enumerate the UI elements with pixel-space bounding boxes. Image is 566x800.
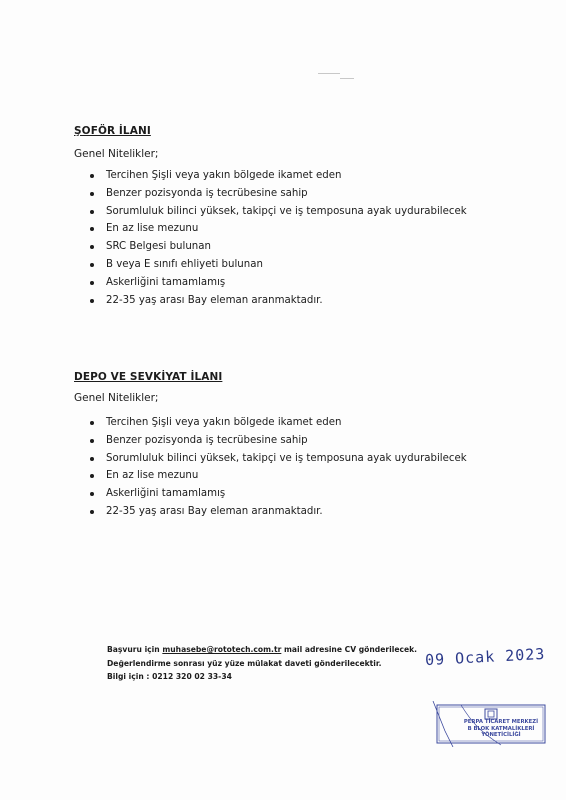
sofor-requirements-list: [74, 167, 467, 309]
list-item: En az lise mezunu: [74, 467, 467, 485]
list-item: Sorumluluk bilinci yüksek, takipçi ve iş temposuna ayak uydurabilecek: [74, 450, 467, 468]
list-item: 22-35 yaş arası Bay eleman aranmaktadır.: [74, 292, 467, 310]
depo-requirements-list: [74, 414, 467, 521]
apply-prefix: Başvuru için: [107, 645, 163, 654]
stamp-logo-icon: [485, 709, 497, 719]
sofor-subtitle: Genel Nitelikler;: [74, 148, 159, 160]
depo-subtitle: Genel Nitelikler;: [74, 392, 159, 404]
info-phone-line: Bilgi için : 0212 320 02 33-34: [107, 672, 232, 681]
stamp-line: PERPA TİCARET MERKEZİ: [463, 719, 539, 725]
sofor-title: ŞOFÖR İLANI: [74, 125, 151, 137]
application-info: [107, 643, 417, 684]
handwritten-date: 09 Ocak 2023: [424, 644, 546, 670]
list-item: En az lise mezunu: [74, 220, 467, 238]
scan-speck: [340, 78, 354, 79]
stamp-line: YÖNETİCİLİĞİ: [481, 732, 521, 739]
list-item: SRC Belgesi bulunan: [74, 238, 467, 256]
apply-suffix: mail adresine CV gönderilecek.: [281, 645, 418, 654]
list-item: Askerliğini tamamlamış: [74, 274, 467, 292]
list-item: Tercihen Şişli veya yakın bölgede ikamet eden: [74, 414, 467, 432]
stamp-line: B BLOK KATMALİKLERİ: [467, 725, 535, 732]
list-item: 22-35 yaş arası Bay eleman aranmaktadır.: [74, 503, 467, 521]
scan-speck: [318, 73, 340, 74]
signature-stroke: [433, 701, 453, 747]
stamp-text: [451, 719, 551, 739]
apply-line: [107, 643, 417, 657]
list-item: B veya E sınıfı ehliyeti bulunan: [74, 256, 467, 274]
list-item: Sorumluluk bilinci yüksek, takipçi ve iş temposuna ayak uydurabilecek: [74, 203, 467, 221]
list-item: Benzer pozisyonda iş tecrübesine sahip: [74, 185, 467, 203]
list-item: Tercihen Şişli veya yakın bölgede ikamet eden: [74, 167, 467, 185]
depo-title: DEPO VE SEVKİYAT İLANI: [74, 371, 223, 383]
evaluation-line: Değerlendirme sonrası yüz yüze mülakat daveti gönderilecektir.: [107, 658, 382, 668]
list-item: Askerliğini tamamlamış: [74, 485, 467, 503]
list-item: Benzer pozisyonda iş tecrübesine sahip: [74, 432, 467, 450]
email-link[interactable]: muhasebe@rototech.com.tr: [162, 645, 282, 654]
